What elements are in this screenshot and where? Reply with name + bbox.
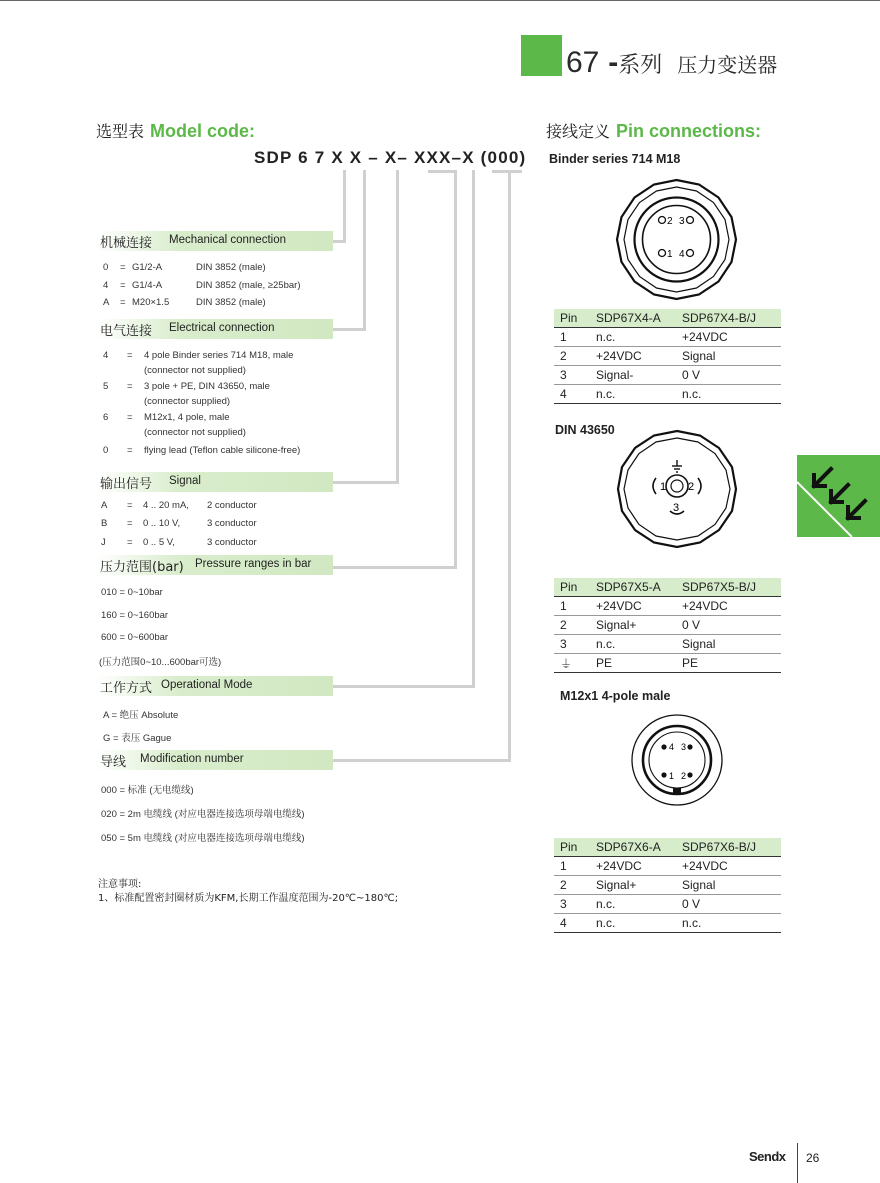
section-title-cn: 压力范围(bar) [100,560,184,575]
pressure-note: (压力范围0~10...600bar可选) [99,657,222,668]
pin-title-cn: 接线定义 [546,122,611,141]
section-title-cn: 导线 [100,755,127,770]
page-subtitle: 压力变送器 [677,53,778,77]
pin-title-en: Pin connections: [616,121,762,141]
m12-pin-label-4: 4 [669,742,675,752]
notes [98,878,398,906]
pressure-row-600: 600 = 0~600bar [101,632,169,643]
din-connector-diagram [614,428,740,550]
model-code-title-en: Model code: [150,121,256,141]
table-row: 2 +24VDC Signal [554,347,781,366]
section-title-cn: 输出信号 [100,477,153,492]
section-title-en: Mechanical connection [169,234,286,246]
section-title-en: Electrical connection [169,322,275,334]
notes-line-1: 1、标准配置密封圈材质为KFM,长期工作温度范围为-20℃~180℃; [98,893,399,904]
section-signal [96,472,333,492]
table-row: 2 Signal+ 0 V [554,616,781,635]
mode-row-a: A = 绝压 Absolute [103,710,179,721]
table-row: 3 n.c. Signal [554,635,781,654]
binder-pin-table: Pin SDP67X4-A SDP67X4-B/J 1 n.c. +24VDC 2 +24VDC Signal 3 Signal- 0 V 4 n.c. n.c. [554,309,781,404]
brand-logo: Sendx [749,1149,786,1164]
section-title-en: Operational Mode [161,679,253,691]
section-title-cn: 机械连接 [100,236,153,251]
section-mechanical-connection [96,231,333,251]
series-dash: - [608,46,619,79]
table-row: 1 +24VDC +24VDC [554,857,781,876]
table-row: 1 +24VDC +24VDC [554,597,781,616]
din-title: DIN 43650 [555,423,615,437]
din-pin-label-2: 2 [688,481,695,493]
model-code-string: SDP 6 7 X X – X– XXX–X (000) [254,148,527,167]
series-label: 系列 [618,53,663,78]
header-accent-block [521,35,562,76]
side-tab-arrows-icon [797,455,880,537]
mod-row-000: 000 = 标准 (无电缆线) [101,785,194,796]
table-row: 3 Signal- 0 V [554,366,781,385]
m12-pin-label-2: 2 [681,771,687,781]
series-number: 67 [566,46,600,79]
section-title-cn: 工作方式 [100,681,153,696]
model-code-title-cn: 选型表 [96,122,145,141]
binder-pin-label-3: 3 [679,216,685,227]
page-number: 26 [806,1151,820,1165]
m12-pin-label-3: 3 [681,742,687,752]
m12-pin-table: Pin SDP67X6-A SDP67X6-B/J 1 +24VDC +24VDC 2 Signal+ Signal 3 n.c. 0 V 4 n.c. n.c. [554,838,781,933]
section-title-cn: 电气连接 [100,324,153,339]
table-row: 2 Signal+ Signal [554,876,781,895]
footer-divider [797,1143,798,1183]
table-row: 1 n.c. +24VDC [554,328,781,347]
section-electrical-connection [96,319,333,339]
table-row: ⏚ PE PE [554,654,781,673]
table-row: 4 n.c. n.c. [554,385,781,404]
din-pin-label-1: 1 [660,481,667,493]
m12-title: M12x1 4-pole male [560,689,671,703]
binder-pin-label-1: 1 [667,249,673,260]
section-title-en: Pressure ranges in bar [195,558,312,570]
mod-row-020: 020 = 2m 电缆线 (对应电器连接选项母端电缆线) [101,809,305,820]
binder-pin-label-4: 4 [679,249,685,260]
section-pressure-ranges [96,555,333,575]
pin-connections-heading [546,119,761,142]
pressure-row-010: 010 = 0~10bar [101,587,163,598]
model-code-heading [96,119,255,142]
din-pin-label-3: 3 [673,502,680,514]
mode-row-g: G = 表压 Gague [103,733,172,744]
din-pin-table: Pin SDP67X5-A SDP67X5-B/J 1 +24VDC +24VDC 2 Signal+ 0 V 3 n.c. Signal ⏚ PE PE [554,578,781,673]
section-title-en: Signal [169,475,201,487]
page-title [566,46,777,80]
section-title-en: Modification number [140,753,244,765]
binder-title: Binder series 714 M18 [549,152,681,166]
section-modification-number [96,750,333,770]
top-rule [0,0,880,1]
pressure-row-160: 160 = 0~160bar [101,610,169,621]
m12-connector-diagram [630,713,724,807]
table-row: 4 n.c. n.c. [554,914,781,933]
mod-row-050: 050 = 5m 电缆线 (对应电器连接选项母端电缆线) [101,833,305,844]
binder-connector-diagram [615,178,738,301]
notes-title: 注意事项: [98,879,142,890]
section-operational-mode [96,676,333,696]
binder-pin-label-2: 2 [667,216,673,227]
table-row: 3 n.c. 0 V [554,895,781,914]
m12-pin-label-1: 1 [669,771,675,781]
